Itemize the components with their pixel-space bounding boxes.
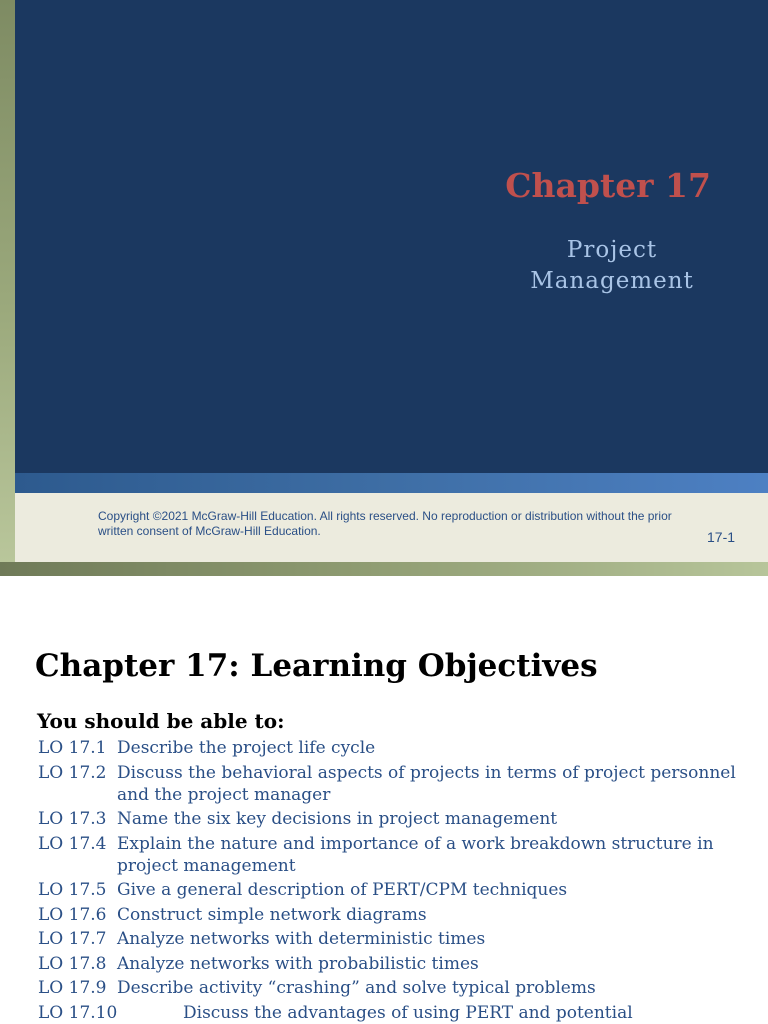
slide-number: 17-1 [707, 529, 736, 545]
objective-text: Analyze networks with probabilistic times [117, 953, 479, 974]
list-item [38, 977, 738, 999]
learning-objectives-slide [0, 576, 768, 1024]
list-item [38, 928, 738, 950]
objective-code: LO 17.8 [38, 953, 107, 974]
list-item [38, 953, 738, 975]
objective-code: LO 17.9 [38, 978, 107, 998]
chapter-title: Chapter 17 [505, 166, 711, 205]
objective-code: LO 17.3 [38, 809, 107, 829]
list-item [38, 737, 738, 759]
list-item [38, 904, 738, 926]
copyright-notice: Copyright ©2021 McGraw-Hill Education. All rights reserved. No reproduction or distribution without the prior written consent of McGraw-Hill Education. [98, 509, 672, 538]
objective-code: LO 17.6 [38, 904, 107, 925]
objective-code: LO 17.1 [38, 738, 107, 758]
objective-text: Describe activity “crashing” and solve typical problems [117, 978, 596, 998]
objectives-title: Chapter 17: Learning Objectives [35, 648, 598, 684]
objective-text: Discuss the advantages of using PERT and potential [183, 1002, 633, 1023]
list-item [38, 879, 738, 901]
list-item [38, 808, 738, 830]
left-decorative-strip [0, 0, 15, 562]
objective-text: Discuss the behavioral aspects of projects in terms of project personnel and the project manager [117, 762, 736, 805]
list-item [38, 762, 738, 806]
list-item [38, 833, 738, 877]
objective-text: Name the six key decisions in project management [117, 809, 558, 829]
objective-code: LO 17.4 [38, 833, 107, 854]
objective-code: LO 17.2 [38, 762, 107, 783]
list-item [38, 1002, 738, 1024]
objectives-list [38, 737, 738, 1024]
objective-text: Construct simple network diagrams [117, 904, 427, 925]
objective-text: Explain the nature and importance of a work breakdown structure in project management [117, 833, 714, 876]
objective-text: Describe the project life cycle [117, 738, 376, 758]
bottom-decorative-strip [0, 562, 768, 576]
objective-code: LO 17.5 [38, 880, 107, 900]
blue-divider-band [15, 473, 768, 493]
objective-code: LO 17.7 [38, 929, 107, 949]
objective-text: Analyze networks with deterministic times [117, 929, 486, 949]
objectives-intro: You should be able to: [37, 709, 285, 733]
objective-text: Give a general description of PERT/CPM techniques [117, 880, 568, 900]
chapter-subtitle: Project Management [530, 237, 694, 294]
objective-code: LO 17.10 [38, 1002, 118, 1023]
